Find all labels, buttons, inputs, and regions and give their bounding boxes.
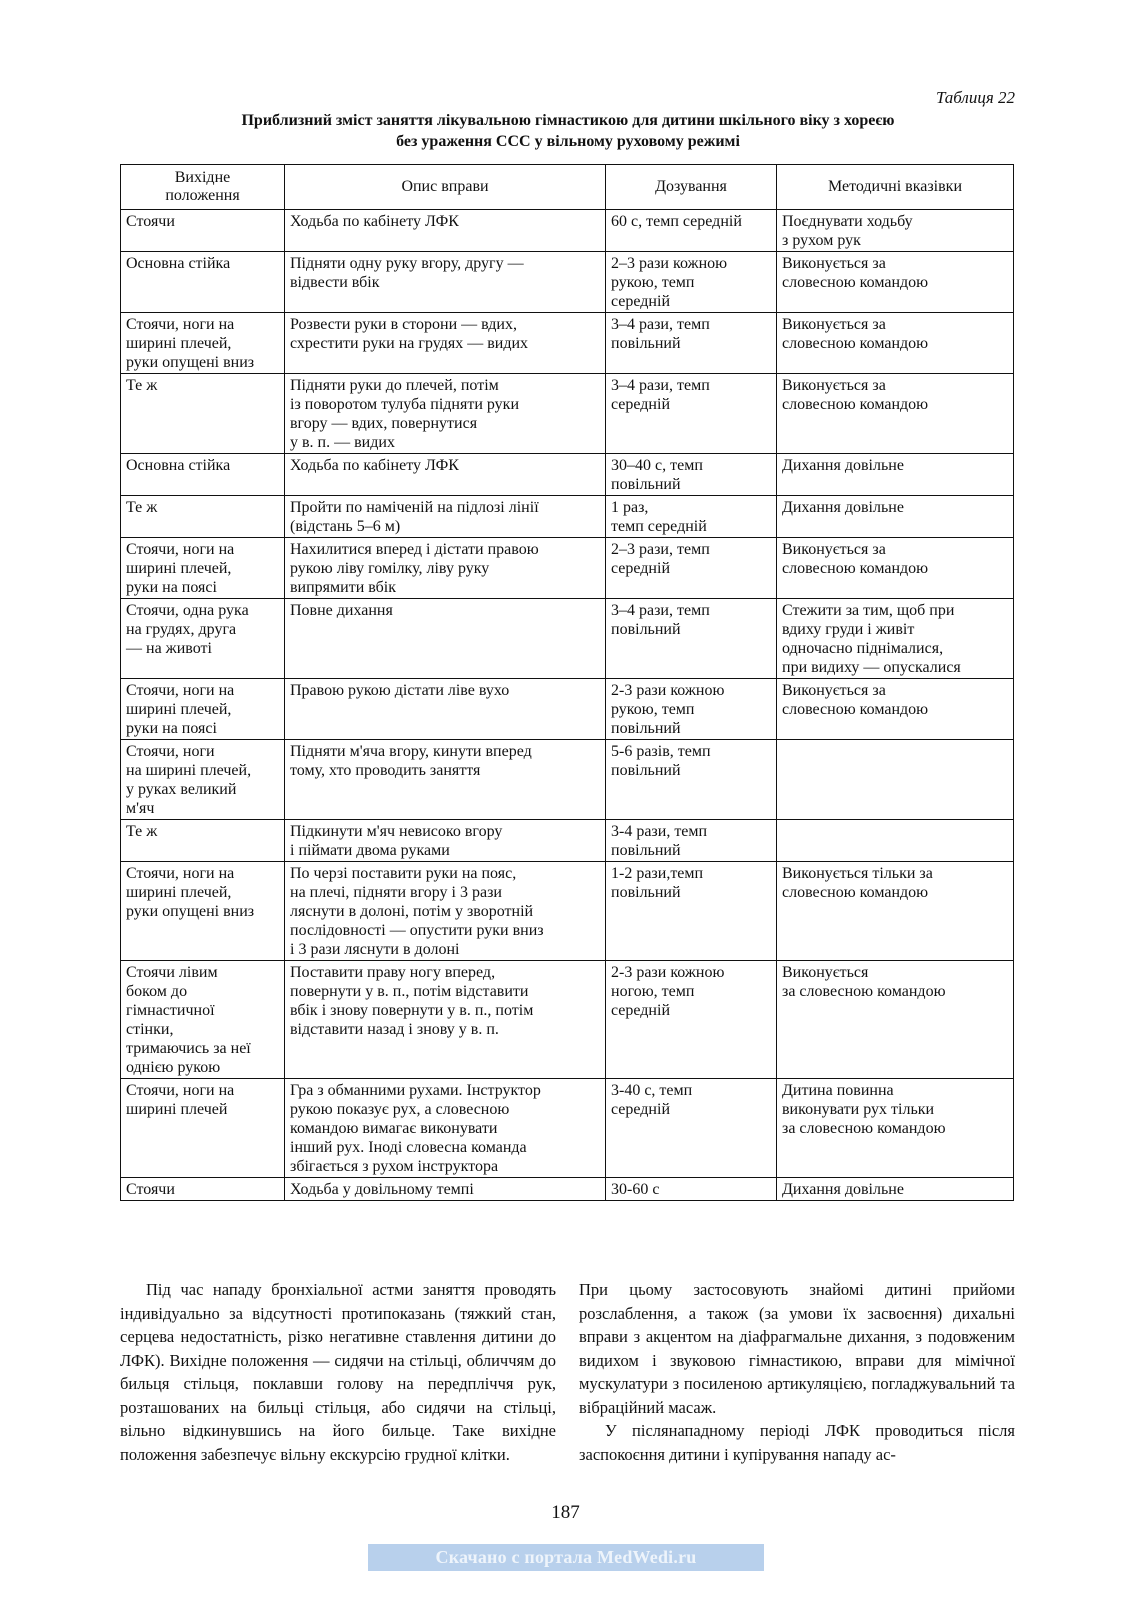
- cell-dosage: 3–4 рази, темп повільний: [606, 599, 777, 679]
- table-title: [120, 110, 1016, 152]
- cell-starting-position: Стоячи, ноги на ширині плечей, руки на поясі: [121, 679, 285, 740]
- cell-starting-position: Стоячи, одна рука на грудях, друга — на животі: [121, 599, 285, 679]
- header-starting-position: Вихідне положення: [121, 165, 285, 210]
- cell-method-notes: Поєднувати ходьбу з рухом рук: [777, 210, 1014, 252]
- table-row: [121, 599, 1014, 679]
- cell-starting-position: Основна стійка: [121, 252, 285, 313]
- cell-method-notes: Виконується за словесною командою: [777, 252, 1014, 313]
- cell-dosage: 2–3 рази кожною рукою, темп середній: [606, 252, 777, 313]
- cell-starting-position: Стоячи лівим боком до гімнастичної стінки, тримаючись за неї однією рукою: [121, 961, 285, 1079]
- cell-method-notes: Виконується за словесною командою: [777, 374, 1014, 454]
- cell-starting-position: Те ж: [121, 374, 285, 454]
- cell-exercise-description: Пройти по наміченій на підлозі лінії (відстань 5–6 м): [285, 496, 606, 538]
- table-title-line-1: Приблизний зміст заняття лікувальною гімнастикою для дитини шкільного віку з хореєю: [241, 112, 895, 129]
- cell-method-notes: Виконується за словесною командою: [777, 679, 1014, 740]
- table-row: [121, 496, 1014, 538]
- table-label: Таблиця 22: [935, 88, 1015, 107]
- cell-starting-position: Те ж: [121, 496, 285, 538]
- cell-exercise-description: Поставити праву ногу вперед, повернути у в. п., потім відставити вбік і знову повернути у в. п., потім відставити назад і знову у в. п.: [285, 961, 606, 1079]
- table-row: [121, 210, 1014, 252]
- cell-dosage: 3-4 рази, темп повільний: [606, 820, 777, 862]
- cell-method-notes: Виконується за словесною командою: [777, 313, 1014, 374]
- cell-dosage: 30–40 с, темп повільний: [606, 454, 777, 496]
- cell-dosage: 1 раз, темп середній: [606, 496, 777, 538]
- cell-dosage: 3–4 рази, темп середній: [606, 374, 777, 454]
- cell-method-notes: [777, 740, 1014, 820]
- table-body: [121, 210, 1014, 1201]
- table-title-line-2: без ураження ССС у вільному руховому режимі: [396, 133, 740, 150]
- cell-exercise-description: Ходьба по кабінету ЛФК: [285, 454, 606, 496]
- cell-exercise-description: Гра з обманними рухами. Інструктор рукою показує рух, а словесною командою вимагає виконувати інший рух. Іноді словесна команда збігається з рухом інструктора: [285, 1079, 606, 1178]
- cell-dosage: 3–4 рази, темп повільний: [606, 313, 777, 374]
- table-row: [121, 313, 1014, 374]
- header-dosage: Дозування: [606, 165, 777, 210]
- table-row: [121, 961, 1014, 1079]
- cell-dosage: 2-3 рази кожною рукою, темп повільний: [606, 679, 777, 740]
- cell-exercise-description: Розвести руки в сторони — вдих, схрестити руки на грудях — видих: [285, 313, 606, 374]
- cell-method-notes: Виконується за словесною командою: [777, 961, 1014, 1079]
- exercise-table: [120, 164, 1014, 1201]
- cell-exercise-description: Нахилитися вперед і дістати правою рукою ліву гомілку, ліву руку випрямити вбік: [285, 538, 606, 599]
- cell-dosage: 5-6 разів, темп повільний: [606, 740, 777, 820]
- table-row: [121, 1079, 1014, 1178]
- cell-exercise-description: Правою рукою дістати ліве вухо: [285, 679, 606, 740]
- table-row: [121, 252, 1014, 313]
- cell-method-notes: Дихання довільне: [777, 1178, 1014, 1201]
- cell-dosage: 2–3 рази, темп середній: [606, 538, 777, 599]
- watermark-banner: Скачано с портала MedWedi.ru: [368, 1544, 764, 1571]
- cell-dosage: 3-40 с, темп середній: [606, 1079, 777, 1178]
- cell-dosage: 1-2 рази,темп повільний: [606, 862, 777, 961]
- table-row: [121, 374, 1014, 454]
- cell-method-notes: Виконується за словесною командою: [777, 538, 1014, 599]
- page-number: 187: [551, 1502, 580, 1523]
- cell-starting-position: Основна стійка: [121, 454, 285, 496]
- cell-starting-position: Стоячи: [121, 210, 285, 252]
- table-row: [121, 820, 1014, 862]
- cell-exercise-description: Ходьба по кабінету ЛФК: [285, 210, 606, 252]
- cell-starting-position: Стоячи: [121, 1178, 285, 1201]
- cell-dosage: 60 с, темп середній: [606, 210, 777, 252]
- cell-dosage: 30-60 с: [606, 1178, 777, 1201]
- table-row: [121, 538, 1014, 599]
- cell-exercise-description: По черзі поставити руки на пояс, на плечі, підняти вгору і 3 рази ляснути в долоні, потім у зворотній послідовності — опустити руки вниз і 3 рази ляснути в долоні: [285, 862, 606, 961]
- cell-exercise-description: Повне дихання: [285, 599, 606, 679]
- table-header-row: [121, 165, 1014, 210]
- cell-method-notes: Дитина повинна виконувати рух тільки за словесною командою: [777, 1079, 1014, 1178]
- cell-starting-position: Стоячи, ноги на ширині плечей, у руках великий м'яч: [121, 740, 285, 820]
- table-row: [121, 454, 1014, 496]
- paragraph-relaxation: При цьому застосовують знайомі дитині прийоми розслаблення, а також (за умови їх засвоєння) дихальні вправи з акцентом на діафрагмальне дихання, з подовженим видихом і звуковою гімнастикою, вправи для мімічної мускулатури з посиленою артикуляцією, погладжувальний та вібраційний масаж.: [579, 1280, 1015, 1417]
- table-row: [121, 1178, 1014, 1201]
- cell-starting-position: Стоячи, ноги на ширині плечей: [121, 1079, 285, 1178]
- body-column-right: [579, 1278, 1015, 1466]
- header-method-notes: Методичні вказівки: [777, 165, 1014, 210]
- cell-method-notes: Дихання довільне: [777, 454, 1014, 496]
- cell-exercise-description: Підняти одну руку вгору, другу — відвести вбік: [285, 252, 606, 313]
- cell-exercise-description: Ходьба у довільному темпі: [285, 1178, 606, 1201]
- cell-exercise-description: Підняти м'яча вгору, кинути вперед тому, хто проводить заняття: [285, 740, 606, 820]
- paragraph-post-attack: У післянападному періоді ЛФК проводиться після заспокоєння дитини і купірування нападу ас-: [579, 1421, 1015, 1464]
- cell-method-notes: [777, 820, 1014, 862]
- cell-starting-position: Стоячи, ноги на ширині плечей, руки на поясі: [121, 538, 285, 599]
- cell-starting-position: Те ж: [121, 820, 285, 862]
- table-row: [121, 740, 1014, 820]
- cell-exercise-description: Підкинути м'яч невисоко вгору і піймати двома руками: [285, 820, 606, 862]
- table-row: [121, 862, 1014, 961]
- cell-exercise-description: Підняти руки до плечей, потім із поворотом тулуба підняти руки вгору — вдих, повернутися у в. п. — видих: [285, 374, 606, 454]
- cell-method-notes: Стежити за тим, щоб при вдиху груди і живіт одночасно піднімалися, при видиху — опускалися: [777, 599, 1014, 679]
- table-row: [121, 679, 1014, 740]
- cell-dosage: 2-3 рази кожною ногою, темп середній: [606, 961, 777, 1079]
- cell-method-notes: Виконується тільки за словесною командою: [777, 862, 1014, 961]
- cell-starting-position: Стоячи, ноги на ширині плечей, руки опущені вниз: [121, 313, 285, 374]
- cell-method-notes: Дихання довільне: [777, 496, 1014, 538]
- header-exercise-description: Опис вправи: [285, 165, 606, 210]
- cell-starting-position: Стоячи, ноги на ширині плечей, руки опущені вниз: [121, 862, 285, 961]
- body-column-left: [120, 1278, 556, 1466]
- paragraph-asthma-attack: Під час нападу бронхіальної астми заняття проводять індивідуально за відсутності протипоказань (тяжкий стан, серцева недостатність, різко негативне ставлення дитини до ЛФК). Вихідне положення — сидячи на стільці, обличчям до бильця стільця, поклавши голову на передпліччя рук, розташованих на бильці стільця, або сидячи на стільці, вільно відкинувшись на його бильце. Таке вихідне положення забезпечує вільну екскурсію грудної клітки.: [120, 1280, 556, 1464]
